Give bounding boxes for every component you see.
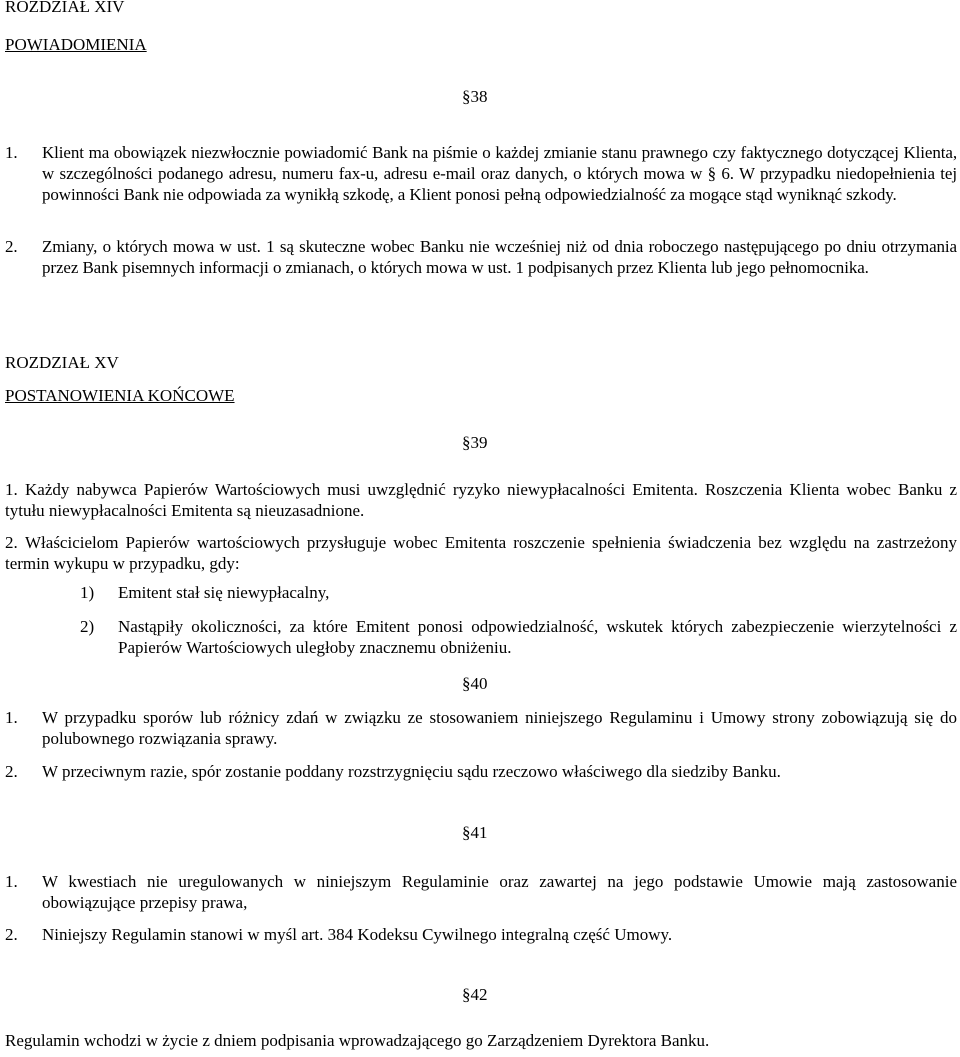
paragraph-39-sign: §39 <box>462 433 488 452</box>
p39-item-2 <box>5 532 957 574</box>
chapter-14-title: ROZDZIAŁ XIV <box>5 0 125 16</box>
p39-item-2-text <box>5 532 957 574</box>
p38-item-1 <box>5 142 957 205</box>
p41-item-1 <box>5 871 957 913</box>
p39-item-1-text <box>5 479 957 521</box>
p39-item-1-text-content: Każdy nabywca Papierów Wartościowych musi uwzględnić ryzyko niewypłacalności Emitenta. Roszczenia Klienta wobec Banku z tytułu niewypłacalności Emitenta są nieuzasadnione. <box>5 480 957 520</box>
p41-item-1-text: W kwestiach nie uregulowanych w niniejszym Regulaminie oraz zawartej na jego podstawie Umowie mają zastosowanie obowiązujące przepisy prawa, <box>42 872 957 912</box>
paragraph-40-sign: §40 <box>462 674 488 693</box>
p39-item-2-number: 2. <box>5 533 18 552</box>
paragraph-38-sign: §38 <box>462 87 488 106</box>
p39-subitem-1-number: 1) <box>80 583 95 602</box>
chapter-14-subtitle: POWIADOMIENIA <box>5 35 147 54</box>
p39-item-1-number: 1. <box>5 480 18 499</box>
p40-item-1 <box>5 707 957 749</box>
p40-item-1-text: W przypadku sporów lub różnicy zdań w związku ze stosowaniem niniejszego Regulaminu i Umowy strony zobowiązują się do polubownego rozwiązania sprawy. <box>42 708 957 748</box>
p39-subitem-2 <box>80 616 957 658</box>
p39-subitem-1 <box>80 582 957 603</box>
p39-item-2-text-content: Właścicielom Papierów wartościowych przysługuje wobec Emitenta roszczenie spełnienia świadczenia bez względu na zastrzeżony termin wykupu w przypadku, gdy: <box>5 533 957 573</box>
chapter-15-title: ROZDZIAŁ XV <box>5 353 119 372</box>
p41-item-2-text: Niniejszy Regulamin stanowi w myśl art. 384 Kodeksu Cywilnego integralną część Umowy. <box>42 925 673 944</box>
p40-item-1-number: 1. <box>5 708 18 727</box>
p38-item-1-number: 1. <box>5 143 18 162</box>
p39-subitem-1-text: Emitent stał się niewypłacalny, <box>118 583 330 602</box>
p40-item-2-number: 2. <box>5 762 18 781</box>
chapter-15-subtitle: POSTANOWIENIA KOŃCOWE <box>5 386 235 405</box>
p40-item-2-text: W przeciwnym razie, spór zostanie poddany rozstrzygnięciu sądu rzeczowo właściwego dla siedziby Banku. <box>42 762 781 781</box>
p39-item-1 <box>5 479 957 521</box>
p41-item-2-number: 2. <box>5 925 18 944</box>
paragraph-41-sign: §41 <box>462 823 488 842</box>
p38-item-2 <box>5 236 957 278</box>
p41-item-1-number: 1. <box>5 872 18 891</box>
p39-subitem-2-number: 2) <box>80 617 95 636</box>
p40-item-2 <box>5 761 957 782</box>
p38-item-1-text: Klient ma obowiązek niezwłocznie powiadomić Bank na piśmie o każdej zmianie stanu prawnego czy faktycznego dotyczącej Klienta, w szczególności podanego adresu, numeru fax-u, adresu e-mail oraz danych, o których mowa w § 6. W przypadku niedopełnienia tej powinności Bank nie odpowiada za wynikłą szkodę, a Klient ponosi pełną odpowiedzialność za mogące stąd wyniknąć szkody. <box>42 143 957 204</box>
paragraph-42-sign: §42 <box>462 985 488 1004</box>
p42-text: Regulamin wchodzi w życie z dniem podpisania wprowadzającego go Zarządzeniem Dyrektora Banku. <box>5 1031 710 1050</box>
p41-item-2 <box>5 924 957 945</box>
p38-item-2-number: 2. <box>5 237 18 256</box>
p39-subitem-2-text: Nastąpiły okoliczności, za które Emitent ponosi odpowiedzialność, wskutek których zabezpieczenie wierzytelności z Papierów Wartościowych uległoby znacznemu obniżeniu. <box>118 617 957 657</box>
p38-item-2-text: Zmiany, o których mowa w ust. 1 są skuteczne wobec Banku nie wcześniej niż od dnia roboczego następującego po dniu otrzymania przez Bank pisemnych informacji o zmianach, o których mowa w ust. 1 podpisanych przez Klienta lub jego pełnomocnika. <box>42 237 957 277</box>
